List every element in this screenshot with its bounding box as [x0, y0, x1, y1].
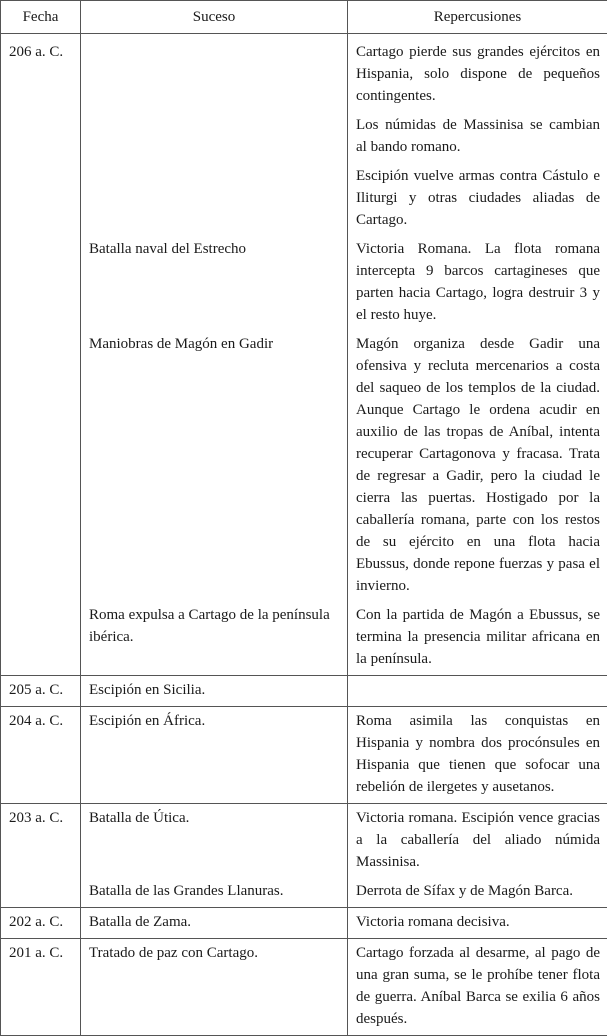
- repercussion-cell: Escipión vuelve armas contra Cástulo e Iliturgi y otras ciudades aliadas de Cartago.: [348, 163, 607, 236]
- repercussion-cell: Cartago forzada al desarme, al pago de una gran suma, se le prohíbe tener flota de guerra. Aníbal Barca se exilia 6 años después.: [348, 939, 607, 1036]
- repercussion-cell: Roma asimila las conquistas en Hispania y nombra dos procónsules en Hispania que tienen que sofocar una rebelión de ilergetes y ausetanos.: [348, 707, 607, 804]
- repercussion-cell: Magón organiza desde Gadir una ofensiva y recluta mercenarios a costa del saqueo de los templos de la ciudad. Aunque Cartago le ordena acudir en auxilio de las tropas de Aníbal, intenta recuperar Cartagonova y fracasa. Trata de regresar a Gadir, pero la ciudad le cierra las puertas. Hostigado por la caballería romana, parte con los restos de su ejército en una flota hacia Ebussus, donde repone fuerzas y pasa el invierno.: [348, 331, 607, 602]
- event-cell: Tratado de paz con Cartago.: [81, 939, 348, 1036]
- event-cell: Batalla de Útica.: [81, 804, 348, 879]
- table-row: [1, 236, 607, 331]
- date-cell: 204 a. C.: [1, 707, 81, 804]
- repercussion-cell: Victoria Romana. La flota romana intercepta 9 barcos cartagineses que parten hacia Cartago, logra destruir 3 y el resto huye.: [348, 236, 607, 331]
- header-row: [1, 1, 607, 34]
- repercussion-cell: Victoria romana decisiva.: [348, 908, 607, 939]
- event-cell: Escipión en Sicilia.: [81, 676, 348, 707]
- event-cell: [81, 112, 348, 163]
- event-cell: Maniobras de Magón en Gadir: [81, 331, 348, 602]
- header-date: Fecha: [1, 1, 81, 34]
- table-row: [1, 804, 607, 879]
- repercussion-cell: Los númidas de Massinisa se cambian al bando romano.: [348, 112, 607, 163]
- table-row: [1, 163, 607, 236]
- event-cell: Batalla de Zama.: [81, 908, 348, 939]
- table-row: [1, 112, 607, 163]
- event-cell: Roma expulsa a Cartago de la península ibérica.: [81, 602, 348, 676]
- header-event: Suceso: [81, 1, 348, 34]
- date-cell: 205 a. C.: [1, 676, 81, 707]
- repercussion-cell: Cartago pierde sus grandes ejércitos en Hispania, solo dispone de pequeños contingentes.: [348, 34, 607, 113]
- table-row: [1, 331, 607, 602]
- table-row: [1, 707, 607, 804]
- event-cell: [81, 34, 348, 113]
- date-cell: 206 a. C.: [1, 34, 81, 676]
- event-cell: Batalla naval del Estrecho: [81, 236, 348, 331]
- date-cell: 202 a. C.: [1, 908, 81, 939]
- repercussion-cell: [348, 676, 607, 707]
- event-cell: Escipión en África.: [81, 707, 348, 804]
- table-row: [1, 878, 607, 908]
- table-row: [1, 676, 607, 707]
- repercussion-cell: Derrota de Sífax y de Magón Barca.: [348, 878, 607, 908]
- table-row: [1, 908, 607, 939]
- repercussion-cell: Con la partida de Magón a Ebussus, se termina la presencia militar africana en la península.: [348, 602, 607, 676]
- table-row: [1, 34, 607, 113]
- event-cell: Batalla de las Grandes Llanuras.: [81, 878, 348, 908]
- date-cell: 203 a. C.: [1, 804, 81, 908]
- header-repercussions: Repercusiones: [348, 1, 607, 34]
- table-row: [1, 939, 607, 1036]
- date-cell: 201 a. C.: [1, 939, 81, 1036]
- event-cell: [81, 163, 348, 236]
- table-row: [1, 602, 607, 676]
- repercussion-cell: Victoria romana. Escipión vence gracias a la caballería del aliado númida Massinisa.: [348, 804, 607, 879]
